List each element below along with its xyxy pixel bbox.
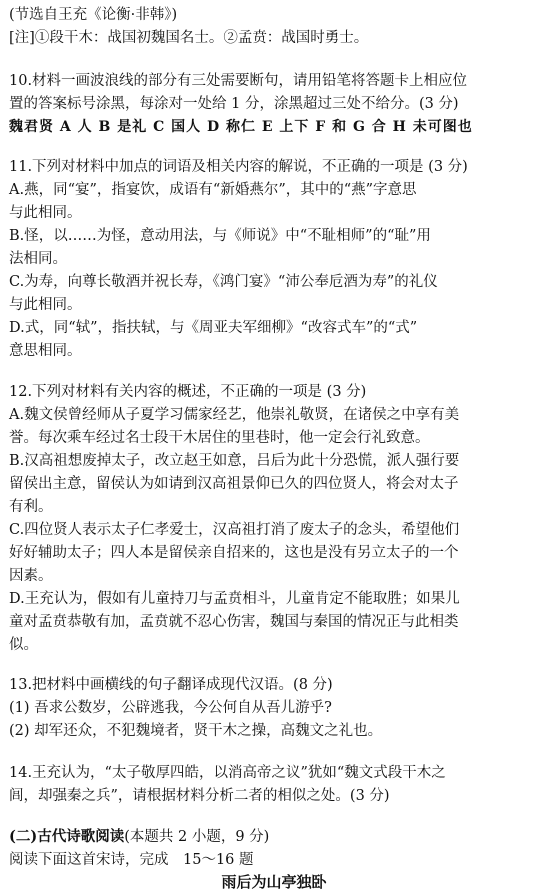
q12-line: A.魏文侯曾经师从子夏学习儒家经艺，他崇礼敬贤，在诸侯之中享有美	[9, 407, 460, 423]
q12-stem: 12.下列对材料有关内容的概述，不正确的一项是 (3 分)	[9, 384, 367, 400]
q11-line: C.为寿，向尊长敬酒并祝长寿，《鸿门宴》“沛公奉卮酒为寿”的礼仪	[9, 274, 438, 290]
q12-line: 好好辅助太子；四人本是留侯亲自招来的，这也是没有另立太子的一个	[9, 545, 459, 561]
q13-line: (1) 吾求公数岁，公辟逃我，今公何自从吾儿游乎?	[9, 700, 332, 716]
section-heading	[9, 826, 269, 848]
q10-line-2: 置的答案标号涂黑，每涂对一处给 1 分，涂黑超过三处不给分。(3 分)	[9, 96, 459, 112]
q12-line: 因素。	[9, 568, 53, 584]
q12-line: D.王充认为，假如有儿童持刀与孟贲相斗，儿童肯定不能取胜；如果儿	[9, 591, 460, 607]
q13-line: (2) 却军还众，不犯魏境者，贤干木之操，高魏文之礼也。	[9, 723, 383, 739]
q11-line: B.怪，以……为怪，意动用法，与《师说》中“不耻相师”的“耻”用	[9, 228, 431, 244]
annotation-note: [注]①段干木：战国初魏国名士。②孟贲：战国时勇士。	[9, 30, 369, 46]
q12-line: B.汉高祖想废掉太子，改立赵王如意，吕后为此十分恐慌，派人强行要	[9, 453, 460, 469]
source-citation: (节选自王充《论衡·非韩》)	[9, 7, 178, 23]
q10-line-1: 10.材料一画波浪线的部分有三处需要断句，请用铅笔将答题卡上相应位	[9, 73, 468, 89]
q12-line: 有利。	[9, 499, 53, 515]
q12-line: C.四位贤人表示太子仁孝爱士，汉高祖打消了废太子的念头，希望他们	[9, 522, 460, 538]
q11-line: 与此相同。	[9, 297, 82, 313]
q11-line: 与此相同。	[9, 205, 82, 221]
q11-stem: 11.下列对材料中加点的词语及相关内容的解说，不正确的一项是 (3 分)	[9, 159, 468, 175]
q14-line-1: 14.王充认为，“太子敬厚四皓，以消高帝之议”犹如“魏文式段干木之	[9, 765, 446, 781]
poem-title: 雨后为山亭独卧	[221, 873, 327, 891]
section-heading-note: (本题共 2 小题，9 分)	[124, 829, 270, 845]
q14-line-2: 闾，却强秦之兵”，请根据材料分析二者的相似之处。(3 分)	[9, 788, 390, 804]
q11-line: 意思相同。	[9, 343, 82, 359]
q10-options: 魏君贤 A 人 B 是礼 C 国人 D 称仁 E 上下 F 和 G 合 H 未可图也	[9, 119, 473, 135]
section-instruction: 阅读下面这首宋诗，完成 15～16 题	[9, 852, 254, 868]
q11-line: 法相同。	[9, 251, 67, 267]
section-heading-title: (二)古代诗歌阅读	[9, 828, 125, 845]
q12-line: 似。	[9, 637, 38, 653]
q11-line: A.燕，同“宴”，指宴饮，成语有“新婚燕尔”，其中的“燕”字意思	[9, 182, 417, 198]
q12-line: 誉。每次乘车经过名士段干木居住的里巷时，他一定会行礼致意。	[9, 430, 430, 446]
q11-line: D.式，同“轼”，指扶轼，与《周亚夫军细柳》“改容式车”的“式”	[9, 320, 418, 336]
q12-line: 童对孟贲恭敬有加，孟贲就不忍心伤害，魏国与秦国的情况正与此相类	[9, 614, 459, 630]
q12-line: 留侯出主意，留侯认为如请到汉高祖景仰已久的四位贤人，将会对太子	[9, 476, 459, 492]
q13-stem: 13.把材料中画横线的句子翻译成现代汉语。(8 分)	[9, 677, 333, 693]
